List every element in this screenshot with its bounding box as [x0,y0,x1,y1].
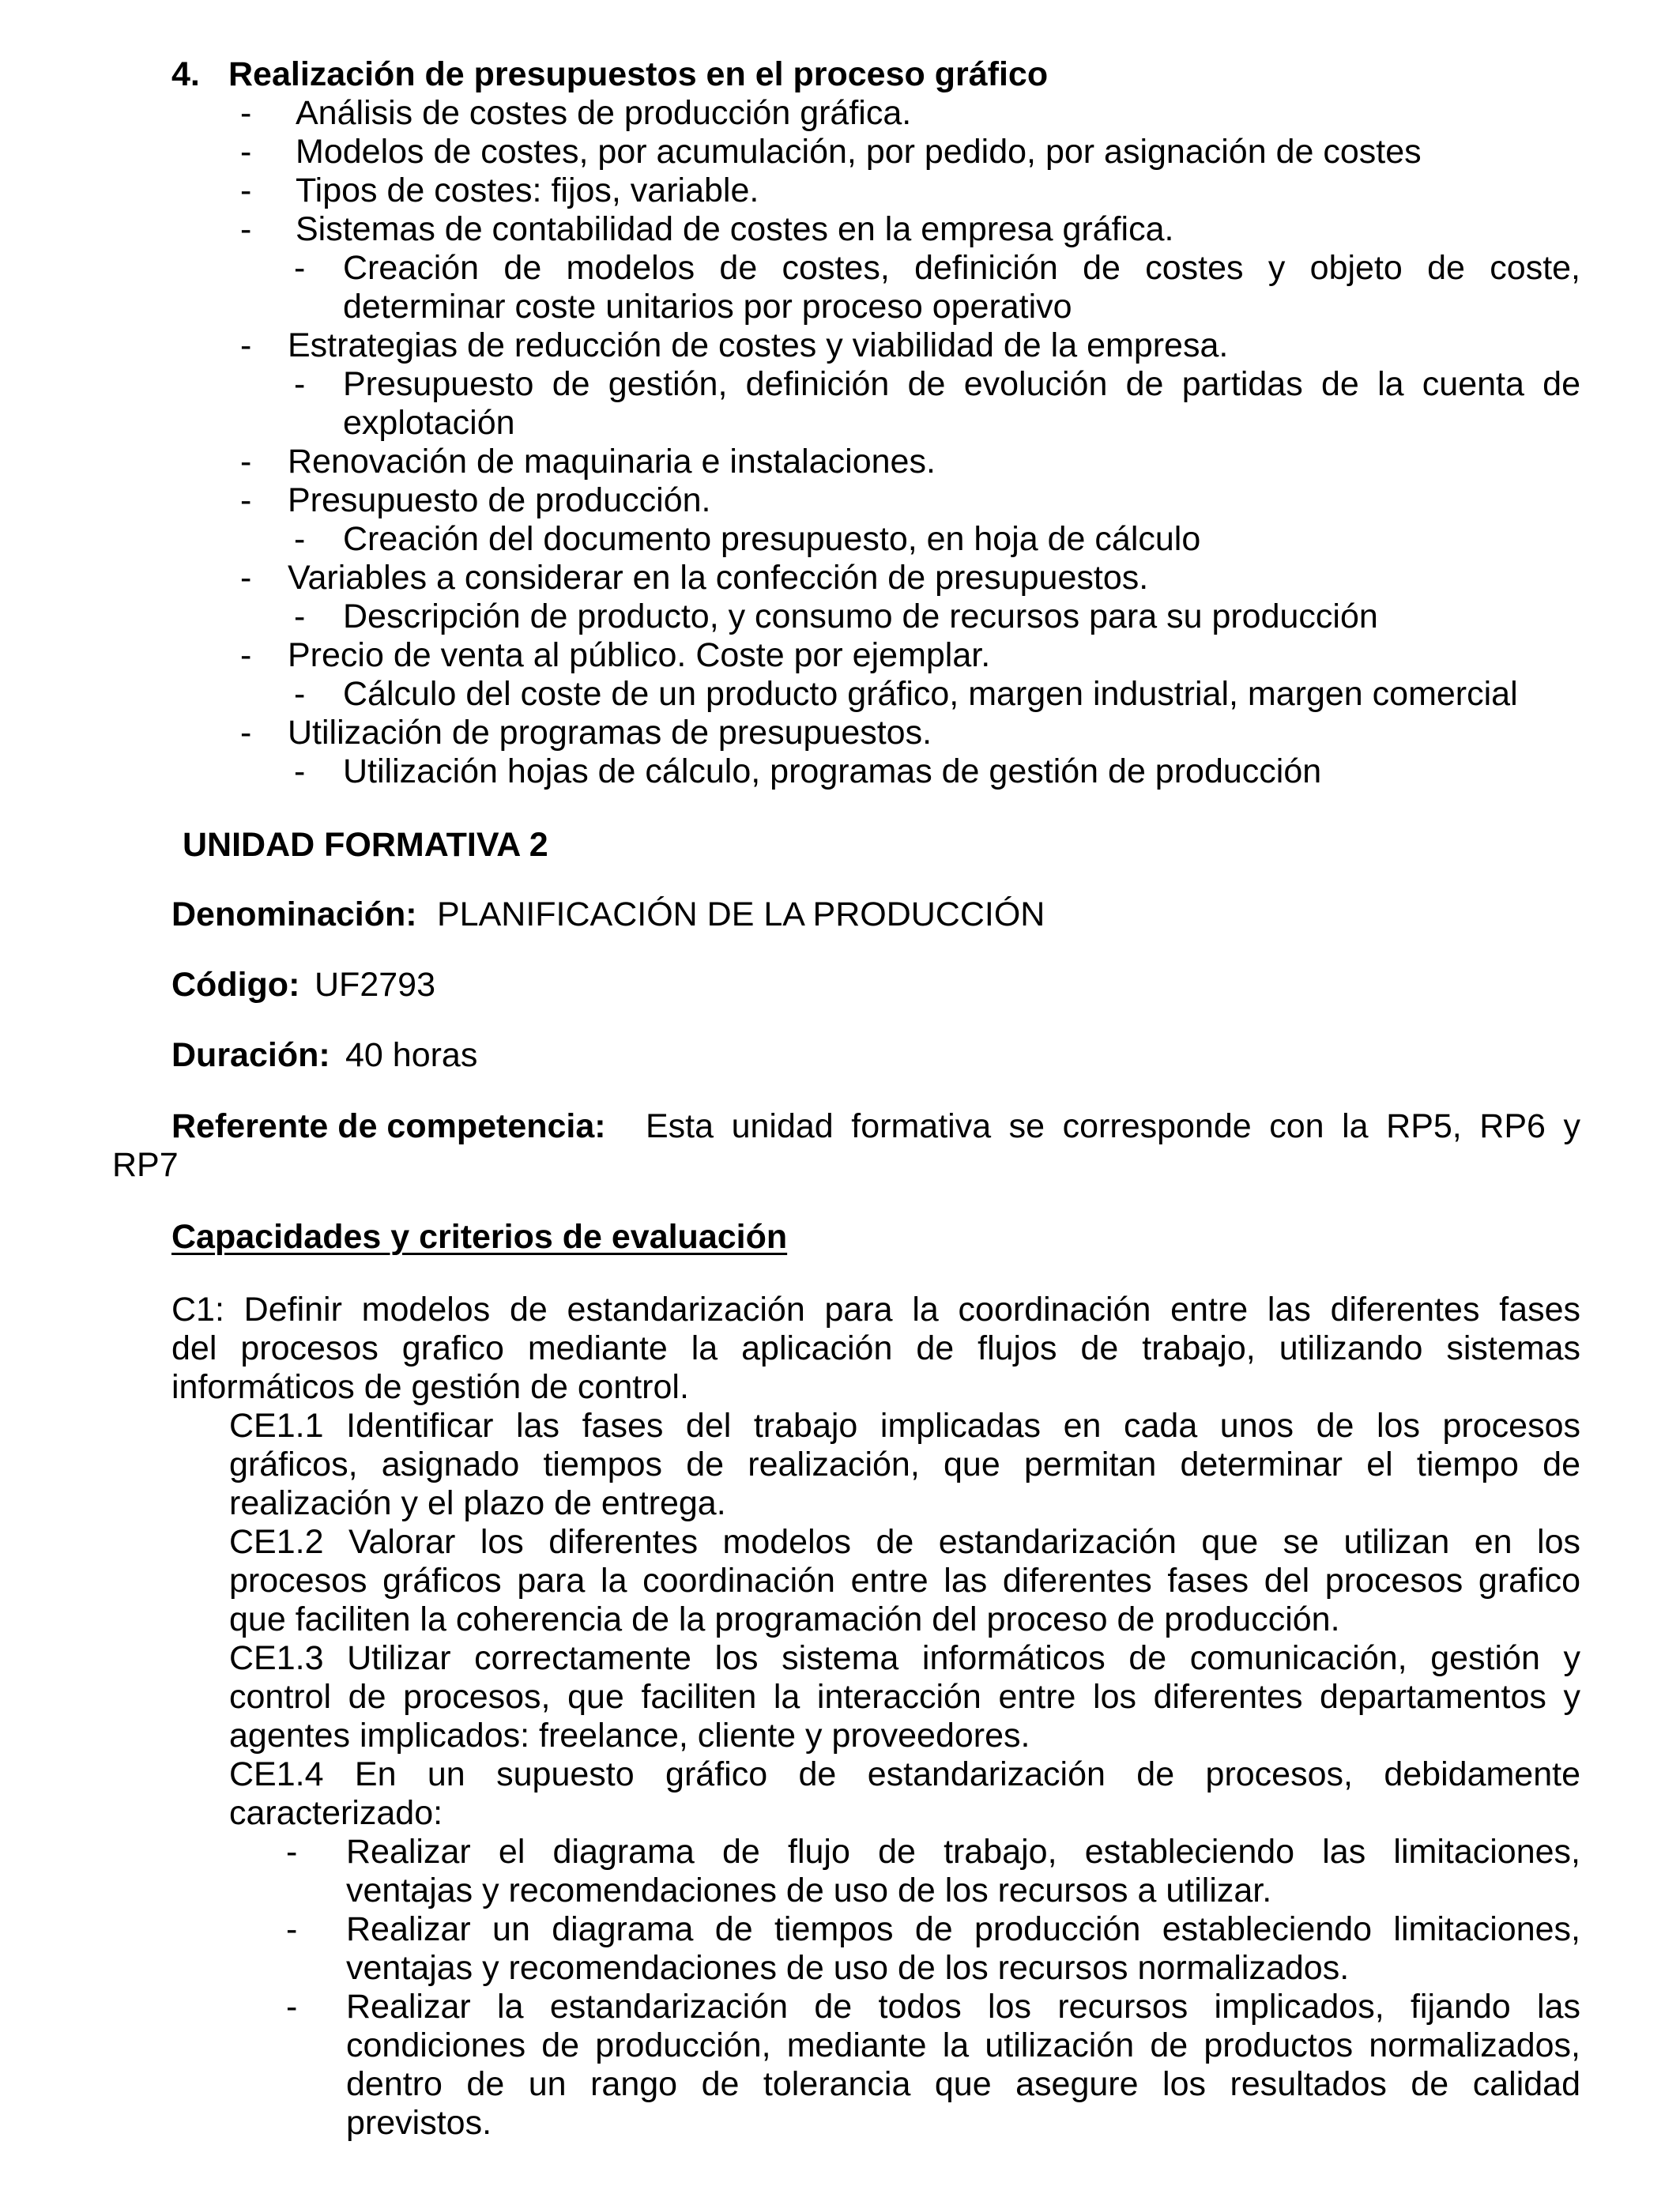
ce14-subitem-cont: dentro de un rango de tolerancia que asegure los resultados de calidad [346,2065,1580,2103]
list-subitem: Cálculo del coste de un producto gráfico, margen industrial, margen comercial [343,675,1518,713]
list-subitem: Utilización hojas de cálculo, programas de gestión de producción [343,752,1322,790]
ce14-subitem: Realizar un diagrama de tiempos de producción estableciendo limitaciones, [346,1910,1580,1948]
list-dash: - [240,210,252,248]
section-title: Realización de presupuestos en el proceso gráfico [228,55,1049,93]
ce11-line: gráficos, asignado tiempos de realización, que permitan determinar el tiempo de [229,1446,1580,1483]
list-dash: - [294,520,306,558]
list-item: Tipos de costes: fijos, variable. [296,172,759,209]
list-dash: - [294,365,306,403]
list-dash: - [286,1833,298,1871]
list-item: Presupuesto de producción. [288,481,711,519]
list-dash: - [240,443,252,481]
list-dash: - [240,481,252,519]
list-dash: - [294,675,306,713]
ce14-subitem-cont: ventajas y recomendaciones de uso de los recursos normalizados. [346,1949,1350,1987]
c1-line: del procesos grafico mediante la aplicación de flujos de trabajo, utilizando sistemas [171,1329,1580,1367]
ce14-subitem: Realizar la estandarización de todos los recursos implicados, fijando las [346,1988,1580,2026]
duracion-label: Duración: [171,1036,330,1074]
ce13-line: control de procesos, que faciliten la interacción entre los diferentes departamentos y [229,1678,1580,1716]
list-dash: - [240,636,252,674]
list-subitem: Creación de modelos de costes, definición de costes y objeto de coste, [343,249,1580,287]
codigo-value: UF2793 [315,966,435,1004]
ce14-subitem-cont: ventajas y recomendaciones de uso de los recursos a utilizar. [346,1872,1272,1909]
referente-value: Esta unidad formativa se corresponde con la RP5, RP6 y [646,1107,1580,1145]
ce13-line: agentes implicados: freelance, cliente y proveedores. [229,1717,1030,1755]
list-dash: - [240,714,252,752]
list-subitem-cont: determinar coste unitarios por proceso operativo [343,288,1072,326]
list-dash: - [294,752,306,790]
ce14-line: caracterizado: [229,1794,443,1832]
denominacion-label: Denominación: [171,895,417,933]
capacidades-heading: Capacidades y criterios de evaluación [171,1218,788,1256]
unit-heading: UNIDAD FORMATIVA 2 [183,826,548,864]
codigo-label: Código: [171,966,300,1004]
ce14-line: CE1.4 En un supuesto gráfico de estandarización de procesos, debidamente [229,1755,1580,1793]
denominacion-value: PLANIFICACIÓN DE LA PRODUCCIÓN [437,895,1045,933]
ce14-subitem: Realizar el diagrama de flujo de trabajo, estableciendo las limitaciones, [346,1833,1580,1871]
ce12-line: procesos gráficos para la coordinación entre las diferentes fases del procesos grafico [229,1562,1580,1600]
duracion-value: 40 horas [345,1036,478,1074]
list-dash: - [294,249,306,287]
list-dash: - [286,1910,298,1948]
list-dash: - [240,94,252,132]
list-dash: - [240,133,252,171]
list-item: Utilización de programas de presupuestos. [288,714,932,752]
list-subitem: Creación del documento presupuesto, en hoja de cálculo [343,520,1201,558]
c1-line: C1: Definir modelos de estandarización para la coordinación entre las diferentes fases [171,1291,1580,1329]
ce12-line: que faciliten la coherencia de la programación del proceso de producción. [229,1600,1340,1638]
list-dash: - [286,1988,298,2026]
section-number: 4. [171,55,200,93]
ce11-line: realización y el plazo de entrega. [229,1484,726,1522]
list-subitem: Presupuesto de gestión, definición de evolución de partidas de la cuenta de [343,365,1580,403]
ce14-subitem-cont: condiciones de producción, mediante la utilización de productos normalizados, [346,2026,1580,2064]
list-item: Análisis de costes de producción gráfica. [296,94,912,132]
list-dash: - [294,598,306,635]
list-item: Modelos de costes, por acumulación, por pedido, por asignación de costes [296,133,1422,171]
ce13-line: CE1.3 Utilizar correctamente los sistema informáticos de comunicación, gestión y [229,1639,1580,1677]
list-dash: - [240,326,252,364]
list-subitem: Descripción de producto, y consumo de recursos para su producción [343,598,1378,635]
list-item: Sistemas de contabilidad de costes en la empresa gráfica. [296,210,1174,248]
ce14-subitem-cont: previstos. [346,2104,492,2142]
list-item: Variables a considerar en la confección de presupuestos. [288,559,1149,597]
list-dash: - [240,559,252,597]
ce12-line: CE1.2 Valorar los diferentes modelos de estandarización que se utilizan en los [229,1523,1580,1561]
c1-line: informáticos de gestión de control. [171,1368,689,1406]
list-subitem-cont: explotación [343,404,515,442]
referente-value-cont: RP7 [112,1146,179,1184]
list-item: Precio de venta al público. Coste por ejemplar. [288,636,991,674]
referente-label: Referente de competencia: [171,1107,606,1145]
list-item: Renovación de maquinaria e instalaciones. [288,443,936,481]
list-dash: - [240,172,252,209]
ce11-line: CE1.1 Identificar las fases del trabajo implicadas en cada unos de los procesos [229,1407,1580,1445]
list-item: Estrategias de reducción de costes y viabilidad de la empresa. [288,326,1229,364]
